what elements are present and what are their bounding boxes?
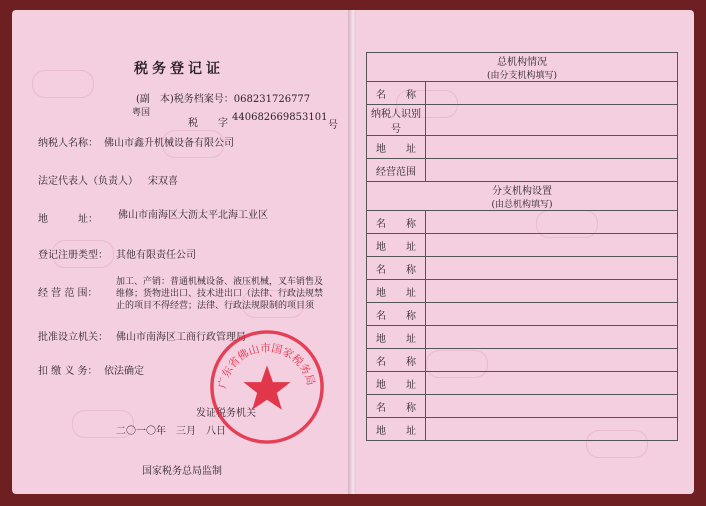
address-label: 地 址： (38, 214, 98, 225)
branch-name-value (426, 257, 678, 280)
branch-info-table (366, 52, 678, 441)
branch-section-header (367, 182, 678, 211)
branch-name-value (426, 349, 678, 372)
hq-row-value (426, 105, 678, 136)
watermark (32, 70, 94, 98)
branch-address-value (426, 280, 678, 303)
branch-name-value (426, 395, 678, 418)
branch-address-label: 地 址 (367, 418, 426, 441)
branch-name-label: 名 称 (367, 395, 426, 418)
branch-address-label: 地 址 (367, 234, 426, 257)
branch-name-label: 名 称 (367, 303, 426, 326)
branch-address-value (426, 326, 678, 349)
hq-title: 总机构情况 (497, 57, 547, 68)
seal-text: 广东省佛山市国家税务局 (215, 341, 318, 390)
branch-name-label: 名 称 (367, 211, 426, 234)
tax-number: 440682669853101 (232, 112, 328, 123)
issuing-authority: 发证税务机关 (196, 408, 256, 419)
branch-name-label: 名 称 (367, 257, 426, 280)
branch-name-value (426, 303, 678, 326)
hq-subtitle: (由分支机构填写) (486, 71, 558, 81)
certificate-title: 税务登记证 (134, 61, 224, 77)
branch-name-value (426, 211, 678, 234)
right-page (356, 10, 694, 494)
hq-row-value (426, 82, 678, 105)
legal-rep-name: 宋双喜 (148, 176, 178, 187)
branch-address-label: 地 址 (367, 280, 426, 303)
archive-number: (副 本)税务档案号：068231726777 (136, 94, 311, 105)
registration-type-value: 其他有限责任公司 (116, 250, 196, 261)
branch-address-label: 地 址 (367, 372, 426, 395)
issue-date: 二〇一〇年 三月 八日 (116, 426, 226, 437)
branch-address-label: 地 址 (367, 326, 426, 349)
business-scope-label: 经 营 范 围： (38, 288, 98, 299)
branch-title: 分支机构设置 (492, 186, 552, 197)
left-page (12, 10, 350, 494)
registration-type-label: 登记注册类型： (38, 250, 108, 261)
hq-row-value (426, 159, 678, 182)
hq-row-label: 地 址 (367, 136, 426, 159)
hq-row-label: 经营范围 (367, 159, 426, 182)
hq-row-label: 纳税人识别号 (367, 105, 426, 136)
tax-suffix: 号 (328, 120, 338, 131)
business-scope-line: 维修；货物进出口、技术进出口（法律、行政法规禁 (116, 289, 324, 299)
branch-address-value (426, 418, 678, 441)
withholding-value: 依法确定 (104, 366, 144, 377)
taxpayer-label: 纳税人名称： (38, 138, 98, 149)
business-scope-line: 止的项目不得经营；法律、行政法规限制的项目须 (116, 301, 315, 311)
official-seal-icon (208, 328, 326, 446)
branch-address-value (426, 234, 678, 257)
approval-authority-value: 佛山市南海区工商行政管理局 (116, 332, 246, 343)
hq-row-label: 名 称 (367, 82, 426, 105)
taxpayer-name: 佛山市鑫升机械设备有限公司 (104, 138, 234, 149)
withholding-label: 扣 缴 义 务： (38, 366, 98, 377)
approval-authority-label: 批准设立机关： (38, 332, 108, 343)
supervisor-note: 国家税务总局监制 (142, 466, 222, 477)
branch-name-label: 名 称 (367, 349, 426, 372)
branch-address-value (426, 372, 678, 395)
legal-rep-label: 法定代表人（负责人） (38, 176, 138, 187)
hq-section-header (367, 53, 678, 82)
hq-row-value (426, 136, 678, 159)
branch-subtitle: (由总机构填写) (491, 200, 553, 210)
business-scope-line: 加工、产销：普通机械设备、液压机械，叉车销售及 (116, 277, 324, 287)
tax-label: 税 字 (188, 118, 228, 129)
address-value: 佛山市南海区大沥太平北海工业区 (118, 210, 268, 221)
tax-prefix: 粤国 (132, 108, 151, 118)
